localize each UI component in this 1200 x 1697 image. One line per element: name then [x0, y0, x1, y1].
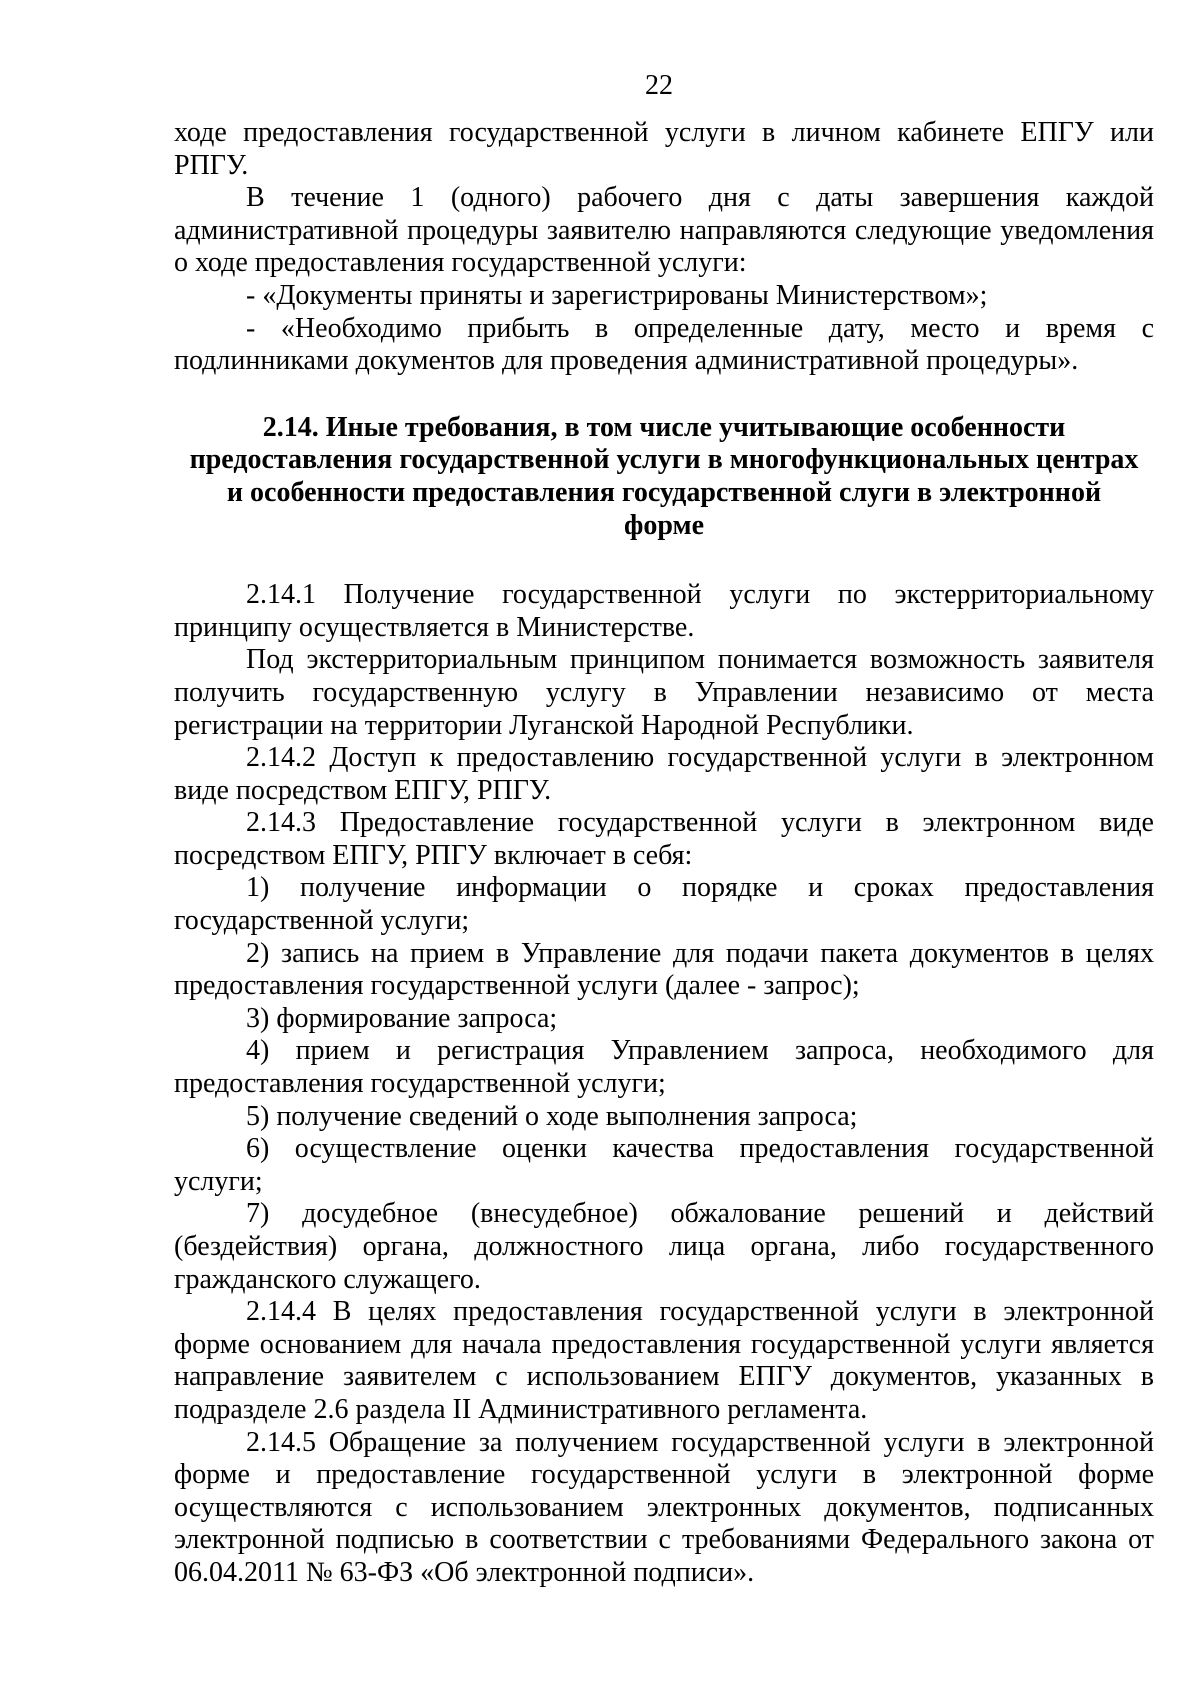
paragraph-2-14-2: 2.14.2 Доступ к предоставлению государственной услуги в электронном виде посредством ЕПГУ, РПГУ.: [174, 742, 1154, 806]
heading-line-2: предоставления государственной услуги в многофункциональных центрах: [189, 444, 1139, 476]
list-item-7: 7) досудебное (внесудебное) обжалование решений и действий (бездействия) органа, должностного лица органа, либо государственного гражданского служащего.: [174, 1198, 1154, 1295]
list-item-1: 1) получение информации о порядке и сроках предоставления государственной услуги;: [174, 872, 1154, 937]
paragraph-2-14-3: 2.14.3 Предоставление государственной услуги в электронном виде посредством ЕПГУ, РПГУ включает в себя:: [174, 807, 1154, 871]
section-heading: [174, 412, 1154, 542]
paragraph-2-14-1: 2.14.1 Получение государственной услуги по экстерриториальному принципу осуществляется в Министерстве.: [174, 579, 1154, 643]
page-number: 22: [645, 70, 673, 101]
paragraph-extraterritorial: Под экстерриториальным принципом понимается возможность заявителя получить государственную услугу в Управлении независимо от места регистрации на территории Луганской Народной Республики.: [174, 644, 1154, 741]
paragraph-notification-item-2: - «Необходимо прибыть в определенные дату, место и время с подлинниками документов для проведения административной процедуры».: [174, 312, 1154, 377]
list-item-4: 4) прием и регистрация Управлением запроса, необходимого для предоставления государственной услуги;: [174, 1035, 1154, 1100]
paragraph-notification-item-1: - «Документы приняты и зарегистрированы Министерством»;: [246, 279, 988, 311]
list-item-3: 3) формирование запроса;: [246, 1002, 558, 1034]
paragraph-continuation: ходе предоставления государственной услуги в личном кабинете ЕПГУ или РПГУ.: [174, 117, 1154, 181]
list-item-2: 2) запись на прием в Управление для подачи пакета документов в целях предоставления государственной услуги (далее - запрос);: [174, 937, 1154, 1002]
heading-line-4: форме: [623, 509, 705, 541]
list-item-5: 5) получение сведений о ходе выполнения запроса;: [246, 1100, 858, 1132]
paragraph-2-14-5: 2.14.5 Обращение за получением государственной услуги в электронной форме и предоставление государственной услуги в электронной форме осуществляются с использованием электронных документов, подписанных электронной подписью в соответствии с требованиями Федерального закона от 06.04.2011 № 63-ФЗ «Об электронной подписи».: [174, 1426, 1154, 1588]
paragraph-2-14-4: 2.14.4 В целях предоставления государственной услуги в электронной форме основанием для начала предоставления государственной услуги является направление заявителем с использованием ЕПГУ документов, указанных в подразделе 2.6 раздела II Административного регламента.: [174, 1296, 1154, 1425]
list-item-6: 6) осуществление оценки качества предоставления государственной услуги;: [174, 1133, 1154, 1197]
heading-line-3: и особенности предоставления государственной слуги в электронной: [226, 476, 1102, 508]
paragraph-notification-intro: В течение 1 (одного) рабочего дня с даты завершения каждой административной процедуры заявителю направляются следующие уведомления о ходе предоставления государственной услуги:: [174, 182, 1154, 279]
document-body: [174, 117, 1154, 1590]
heading-line-1: 2.14. Иные требования, в том числе учитывающие особенности: [262, 411, 1066, 443]
